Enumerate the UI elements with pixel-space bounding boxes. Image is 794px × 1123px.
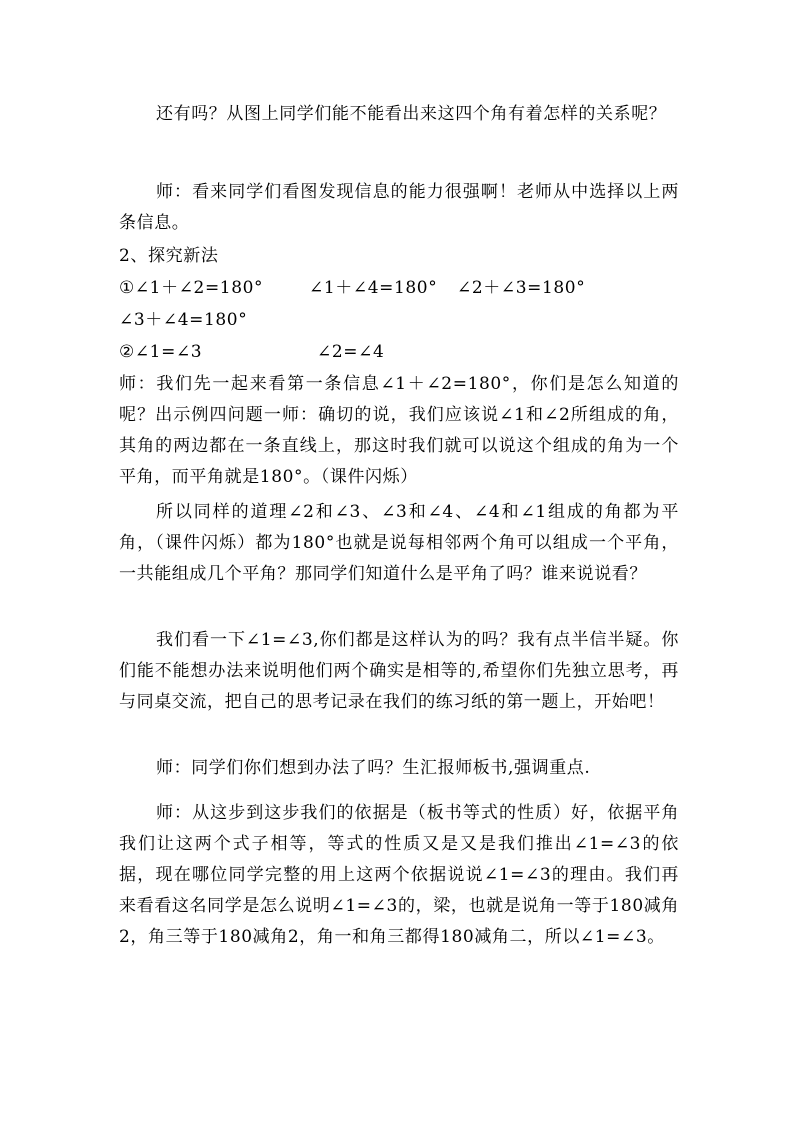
section-heading: 2、探究新法 <box>119 246 219 266</box>
equation-2-2-4: ∠2=∠4 <box>317 342 385 362</box>
equation-1-3-4: ∠3＋∠4=180° <box>119 310 248 330</box>
paragraph-doubt: 我们看一下∠1=∠3,你们都是这样认为的吗？我有点半信半疑。你们能不能想办法来说明他们两个确实是相等的,希望你们先独立思考，再与同桌交流，把自己的思考记录在我们的练习纸的第一题上，开始吧！ <box>119 630 679 712</box>
paragraph-report: 师：同学们你们想到办法了吗？生汇报师板书,强调重点. <box>156 758 591 778</box>
paragraph-question: 还有吗？从图上同学们能不能看出来这四个角有着怎样的关系呢？ <box>156 104 667 124</box>
equation-1-2-3: ∠2＋∠3=180° <box>457 278 586 298</box>
equation-2-1-3: ②∠1=∠3 <box>119 342 203 362</box>
equation-1-1-2: ①∠1＋∠2=180° <box>119 278 264 298</box>
equation-row-2 <box>119 337 679 368</box>
equation-row-1 <box>119 273 679 304</box>
paragraph-teacher-info: 师：看来同学们看图发现信息的能力很强啊！老师从中选择以上两条信息。 <box>119 182 679 233</box>
paragraph-same-reason: 所以同样的道理∠2和∠3、∠3和∠4、∠4和∠1组成的角都为平角，（课件闪烁）都为180°也就是说每相邻两个角可以组成一个平角，一共能组成几个平角？那同学们知道什么是平角了吗？谁来说说看？ <box>119 502 679 584</box>
paragraph-first-info: 师：我们先一起来看第一条信息∠1＋∠2=180°，你们是怎么知道的呢？出示例四问题一师：确切的说，我们应该说∠1和∠2所组成的角，其角的两边都在一条直线上，那这时我们就可以说这个组成的角为一个平角，而平角就是180°。（课件闪烁） <box>119 374 679 487</box>
paragraph-basis: 师：从这步到这步我们的依据是（板书等式的性质）好，依据平角我们让这两个式子相等，等式的性质又是又是我们推出∠1=∠3的依据，现在哪位同学完整的用上这两个依据说说∠1=∠3的理由。我们再来看看这名同学是怎么说明∠1=∠3的，梁，也就是说角一等于180减角2，角三等于180减角2，角一和角三都得180减角二，所以∠1=∠3。 <box>119 803 679 947</box>
equation-1-1-4: ∠1＋∠4=180° <box>309 278 438 298</box>
